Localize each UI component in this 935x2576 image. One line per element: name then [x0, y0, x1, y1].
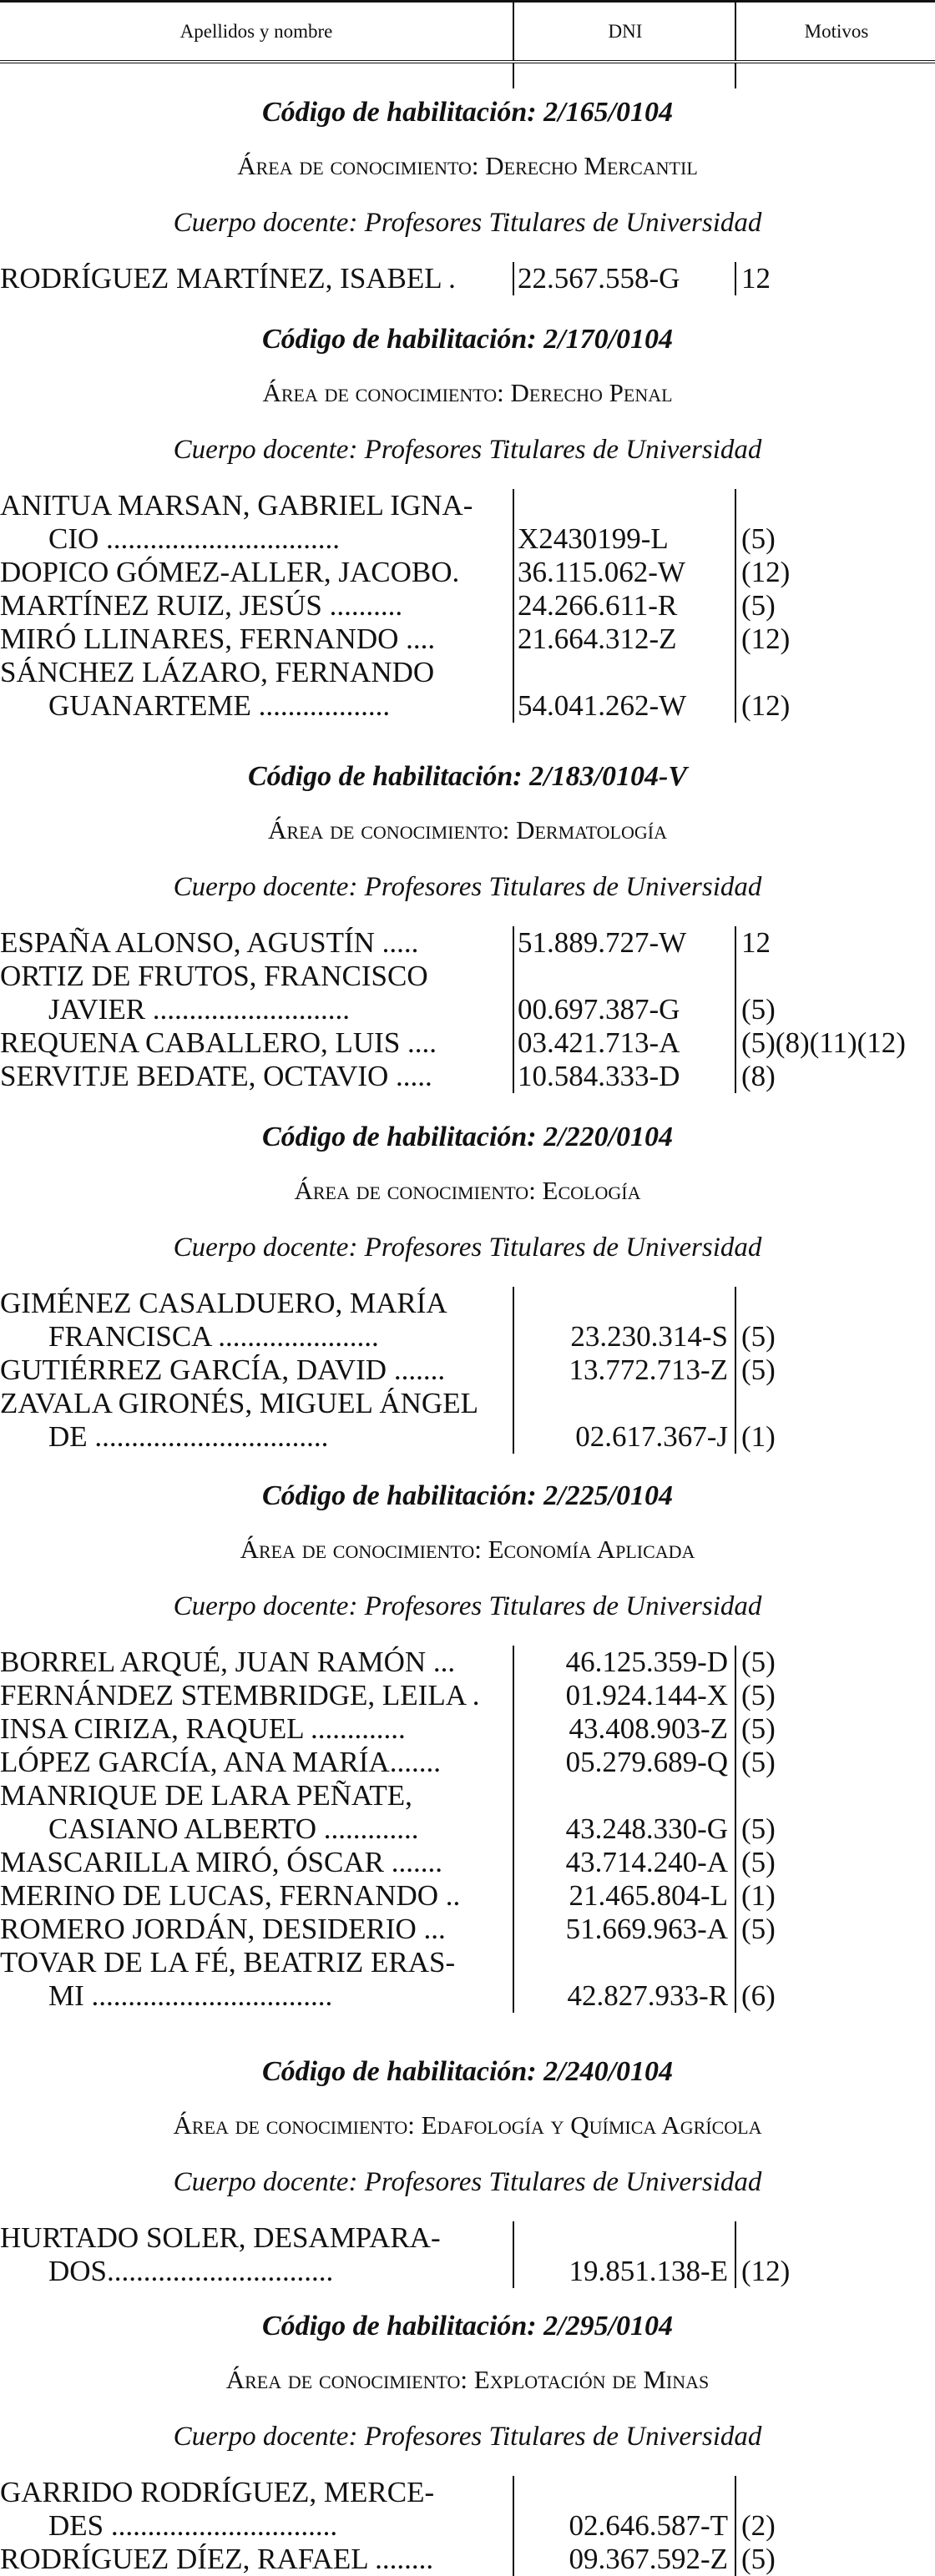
name-line: CIO ................................ [48, 522, 341, 555]
candidate-dni: 00.697.387-G [518, 993, 680, 1026]
candidate-name [0, 926, 501, 960]
candidate-motivos: (1) [741, 1420, 776, 1453]
codigo-heading: Código de habilitación: 2/183/0104-V [247, 761, 688, 792]
table-row [0, 1846, 935, 1879]
candidate-motivos: (5) [741, 1646, 776, 1678]
candidate-dni: 43.714.240-A [565, 1846, 728, 1878]
candidate-name [0, 960, 501, 1026]
name-line: DOPICO GÓMEZ-ALLER, JACOBO. [0, 556, 460, 588]
candidate-dni: 02.646.587-T [569, 2509, 728, 2542]
name-line: FRANCISCA ...................... [48, 1320, 379, 1353]
candidate-motivos: (12) [741, 2255, 791, 2287]
table-row [0, 2543, 935, 2576]
candidate-name [0, 1646, 501, 1679]
candidate-name [0, 489, 501, 556]
candidate-name [0, 1026, 501, 1060]
name-line: FERNÁNDEZ STEMBRIDGE, LEILA . [0, 1679, 480, 1711]
table-row [0, 1387, 935, 1454]
candidate-motivos: (5) [741, 1812, 776, 1845]
candidate-name [0, 1746, 501, 1779]
name-line: DES ............................... [48, 2509, 338, 2542]
candidate-name [0, 623, 501, 656]
candidate-dni: 01.924.144-X [565, 1679, 728, 1711]
codigo-heading: Código de habilitación: 2/225/0104 [261, 1480, 674, 1511]
candidate-dni: 23.230.314-S [570, 1320, 728, 1353]
candidate-name [0, 1354, 501, 1387]
table-row [0, 1913, 935, 1946]
candidate-dni: 21.664.312-Z [518, 623, 677, 655]
cuerpo-heading: Cuerpo docente: Profesores Titulares de Universidad [173, 1233, 762, 1263]
name-line: RODRÍGUEZ MARTÍNEZ, ISABEL . [0, 262, 456, 295]
codigo-heading: Código de habilitación: 2/165/0104 [261, 97, 674, 128]
candidate-table [0, 262, 935, 295]
candidate-name [0, 1846, 501, 1879]
area-heading: Área de conocimiento: Dermatología [268, 815, 667, 844]
candidate-table [0, 926, 935, 1093]
candidate-motivos: (1) [741, 1879, 776, 1912]
column-divider [513, 63, 514, 88]
candidate-motivos: (5) [741, 522, 776, 555]
name-line: GUTIÉRREZ GARCÍA, DAVID ....... [0, 1354, 446, 1386]
candidate-dni: 42.827.933-R [567, 1979, 728, 2012]
table-row [0, 1287, 935, 1354]
candidate-motivos: (12) [741, 623, 791, 655]
area-heading: Área de conocimiento: Edafología y Química Agrícola [173, 2110, 762, 2140]
name-line: RODRÍGUEZ DÍEZ, RAFAEL ........ [0, 2543, 434, 2575]
candidate-motivos: (12) [741, 689, 791, 722]
table-row [0, 489, 935, 556]
table-row [0, 1946, 935, 2013]
name-line: HURTADO SOLER, DESAMPARA- [0, 2221, 441, 2254]
candidate-motivos: (5) [741, 1679, 776, 1711]
name-line: DE ................................ [48, 1420, 329, 1453]
candidate-dni: 22.567.558-G [518, 262, 680, 295]
codigo-heading: Código de habilitación: 2/295/0104 [261, 2311, 674, 2342]
candidate-motivos: (5) [741, 1846, 776, 1878]
candidate-motivos: (5) [741, 993, 776, 1026]
table-row [0, 2221, 935, 2288]
candidate-motivos: (5) [741, 589, 776, 622]
candidate-name [0, 2221, 501, 2288]
table-row [0, 1679, 935, 1712]
habilitacion-section [0, 2307, 935, 2576]
area-heading: Área de conocimiento: Economía Aplicada [240, 1535, 695, 1564]
candidate-dni: 24.266.611-R [518, 589, 678, 622]
candidate-motivos: (2) [741, 2509, 776, 2542]
name-line: REQUENA CABALLERO, LUIS .... [0, 1026, 437, 1059]
candidate-name [0, 1387, 501, 1454]
candidate-motivos: 12 [741, 262, 771, 295]
candidate-name [0, 262, 501, 295]
candidate-name [0, 1946, 501, 2013]
column-header-motivos: Motivos [735, 3, 935, 61]
candidate-motivos: (5) [741, 2543, 776, 2575]
candidate-name [0, 2543, 501, 2576]
candidate-name [0, 1060, 501, 1093]
candidate-name [0, 656, 501, 723]
candidate-table [0, 1287, 935, 1454]
candidate-dni: 43.408.903-Z [569, 1712, 728, 1745]
name-line: MI ................................. [48, 1979, 333, 2012]
habilitacion-section [0, 1118, 935, 1454]
candidate-name [0, 589, 501, 623]
table-row [0, 1712, 935, 1746]
column-header-dni: DNI [513, 3, 736, 61]
table-row [0, 960, 935, 1026]
name-line: SERVITJE BEDATE, OCTAVIO ..... [0, 1060, 432, 1092]
table-row [0, 2476, 935, 2543]
name-line: BORREL ARQUÉ, JUAN RAMÓN ... [0, 1646, 456, 1678]
candidate-motivos: (6) [741, 1979, 776, 2012]
name-line: MANRIQUE DE LARA PEÑATE, [0, 1779, 412, 1812]
name-line: MIRÓ LLINARES, FERNANDO .... [0, 623, 436, 655]
habilitacion-section [0, 1477, 935, 2013]
candidate-motivos: (5) [741, 1320, 776, 1353]
candidate-motivos: (5) [741, 1712, 776, 1745]
table-row [0, 656, 935, 723]
name-line: ESPAÑA ALONSO, AGUSTÍN ..... [0, 926, 419, 959]
table-row [0, 1779, 935, 1846]
area-heading: Área de conocimiento: Derecho Penal [262, 378, 673, 407]
area-heading: Área de conocimiento: Ecología [294, 1176, 641, 1205]
table-row [0, 1646, 935, 1679]
candidate-motivos: (5) [741, 1746, 776, 1778]
candidate-motivos: (5) [741, 1913, 776, 1945]
candidate-dni: X2430199-L [518, 522, 669, 555]
habilitacion-section [0, 2053, 935, 2288]
table-row [0, 1060, 935, 1093]
name-line: MARTÍNEZ RUIZ, JESÚS .......... [0, 589, 403, 622]
candidate-motivos: (5)(8)(11)(12) [741, 1026, 906, 1059]
name-line: ROMERO JORDÁN, DESIDERIO ... [0, 1913, 446, 1945]
candidate-motivos: (5) [741, 1354, 776, 1386]
candidate-motivos: (12) [741, 556, 791, 588]
candidate-dni: 09.367.592-Z [569, 2543, 728, 2575]
codigo-heading: Código de habilitación: 2/220/0104 [261, 1122, 674, 1152]
cuerpo-heading: Cuerpo docente: Profesores Titulares de Universidad [173, 208, 762, 238]
table-row [0, 262, 935, 295]
candidate-table [0, 489, 935, 723]
candidate-name [0, 1779, 501, 1846]
area-heading: Área de conocimiento: Derecho Mercantil [237, 151, 698, 180]
table-row [0, 1746, 935, 1779]
name-line: GARRIDO RODRÍGUEZ, MERCE- [0, 2476, 435, 2508]
name-line: CASIANO ALBERTO ............. [48, 1812, 419, 1845]
candidate-name [0, 1679, 501, 1712]
candidate-dni: 05.279.689-Q [565, 1746, 728, 1778]
table-row [0, 623, 935, 656]
candidate-dni: 43.248.330-G [565, 1812, 728, 1845]
habilitacion-section [0, 320, 935, 723]
cuerpo-heading: Cuerpo docente: Profesores Titulares de Universidad [173, 2422, 762, 2452]
candidate-name [0, 1287, 501, 1354]
cuerpo-heading: Cuerpo docente: Profesores Titulares de Universidad [173, 435, 762, 465]
table-header [0, 0, 935, 63]
column-divider [735, 63, 736, 88]
name-line: DOS............................... [48, 2255, 334, 2287]
candidate-dni: 02.617.367-J [575, 1420, 728, 1453]
candidate-dni: 19.851.138-E [569, 2255, 728, 2287]
table-row [0, 926, 935, 960]
name-line: ZAVALA GIRONÉS, MIGUEL ÁNGEL [0, 1387, 478, 1419]
name-line: SÁNCHEZ LÁZARO, FERNANDO [0, 656, 435, 688]
cuerpo-heading: Cuerpo docente: Profesores Titulares de Universidad [173, 1591, 762, 1621]
name-line: MASCARILLA MIRÓ, ÓSCAR ....... [0, 1846, 442, 1878]
table-row [0, 1354, 935, 1387]
candidate-motivos: 12 [741, 926, 771, 959]
candidate-dni: 54.041.262-W [518, 689, 687, 722]
candidate-name [0, 2476, 501, 2543]
name-line: ANITUA MARSAN, GABRIEL IGNA- [0, 489, 473, 522]
candidate-dni: 46.125.359-D [565, 1646, 728, 1678]
table-row [0, 589, 935, 623]
candidate-dni: 10.584.333-D [518, 1060, 680, 1092]
candidate-dni: 36.115.062-W [518, 556, 685, 588]
name-line: TOVAR DE LA FÉ, BEATRIZ ERAS- [0, 1946, 456, 1979]
name-line: GUANARTEME .................. [48, 689, 391, 722]
name-line: JAVIER ........................... [48, 993, 351, 1026]
area-heading: Área de conocimiento: Explotación de Minas [225, 2365, 710, 2394]
habilitacion-section [0, 758, 935, 1093]
candidate-name [0, 1879, 501, 1913]
column-header-name: Apellidos y nombre [179, 21, 333, 42]
name-line: INSA CIRIZA, RAQUEL ............. [0, 1712, 406, 1745]
candidate-dni: 03.421.713-A [518, 1026, 680, 1059]
codigo-heading: Código de habilitación: 2/170/0104 [261, 324, 674, 355]
candidate-dni: 51.889.727-W [518, 926, 687, 959]
candidate-name [0, 1712, 501, 1746]
candidate-name [0, 1913, 501, 1946]
cuerpo-heading: Cuerpo docente: Profesores Titulares de Universidad [173, 872, 762, 902]
name-line: GIMÉNEZ CASALDUERO, MARÍA [0, 1287, 447, 1319]
table-row [0, 556, 935, 589]
candidate-dni: 21.465.804-L [569, 1879, 728, 1912]
name-line: ORTIZ DE FRUTOS, FRANCISCO [0, 960, 428, 992]
habilitacion-section [0, 93, 935, 295]
table-row [0, 1879, 935, 1913]
candidate-table [0, 2221, 935, 2288]
candidate-table [0, 1646, 935, 2013]
candidate-dni: 51.669.963-A [565, 1913, 728, 1945]
candidate-table [0, 2476, 935, 2576]
candidate-name [0, 556, 501, 589]
name-line: MERINO DE LUCAS, FERNANDO .. [0, 1879, 461, 1912]
candidate-motivos: (8) [741, 1060, 776, 1092]
codigo-heading: Código de habilitación: 2/240/0104 [261, 2056, 674, 2087]
cuerpo-heading: Cuerpo docente: Profesores Titulares de Universidad [173, 2167, 762, 2197]
table-row [0, 1026, 935, 1060]
candidate-dni: 13.772.713-Z [569, 1354, 728, 1386]
name-line: LÓPEZ GARCÍA, ANA MARÍA....... [0, 1746, 441, 1778]
